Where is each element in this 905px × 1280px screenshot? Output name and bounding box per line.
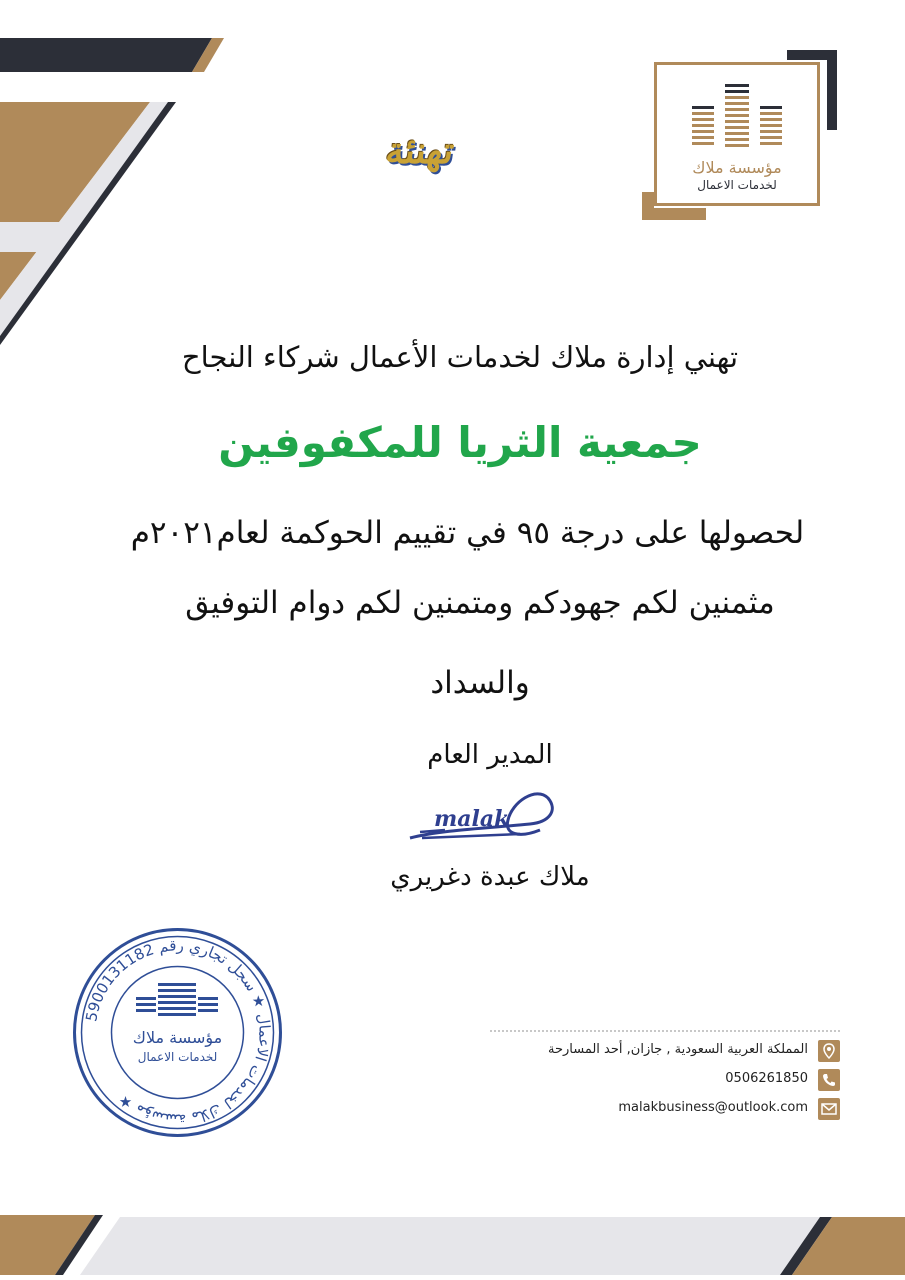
svg-text:لخدمات الاعمال: لخدمات الاعمال (137, 1050, 218, 1064)
svg-text:مؤسسة ملاك: مؤسسة ملاك (132, 1028, 223, 1047)
email-icon (818, 1098, 840, 1120)
location-icon (818, 1040, 840, 1062)
contact-email (490, 1098, 840, 1122)
wish-line-2: والسداد (430, 665, 530, 701)
logo-tagline: لخدمات الاعمال (697, 178, 777, 192)
contact-address (490, 1040, 840, 1064)
svg-text:مؤسسة ملاك لخدمات الاعمال ★ سج: مؤسسة ملاك لخدمات الاعمال ★ سجل تجاري رقم 5900131182 ★ (82, 936, 274, 1129)
wish-line-1: مثمنين لكم جهودكم ومتمنين لكم دوام التوفيق (185, 585, 775, 621)
contact-divider (490, 1030, 840, 1032)
decor-stripes-top-left (0, 0, 260, 360)
phone-icon (818, 1069, 840, 1091)
official-stamp (70, 925, 285, 1140)
organization-name: جمعية الثريا للمكفوفين (218, 418, 702, 467)
signer-name: ملاك عبدة دغريري (390, 862, 590, 892)
address-text: المملكة العربية السعودية , جازان, أحد المسارحة (547, 1042, 808, 1057)
decor-stripes-bottom (0, 1205, 905, 1280)
handwritten-signature (400, 780, 570, 850)
company-logo (642, 50, 837, 220)
buildings-icon (687, 80, 787, 155)
phone-text: 0506261850 (725, 1071, 808, 1086)
svg-text:malak: malak (434, 806, 510, 832)
logo-name: مؤسسة ملاك (692, 158, 782, 177)
congratulation-title: تهنئة (383, 130, 457, 172)
contact-phone (490, 1069, 840, 1093)
intro-line: تهني إدارة ملاك لخدمات الأعمال شركاء النجاح (181, 340, 739, 374)
email-text: malakbusiness@outlook.com (618, 1100, 808, 1115)
reason-line: لحصولها على درجة ٩٥ في تقييم الحوكمة لعام٢٠٢١م (130, 515, 805, 551)
signer-title: المدير العام (427, 740, 553, 770)
